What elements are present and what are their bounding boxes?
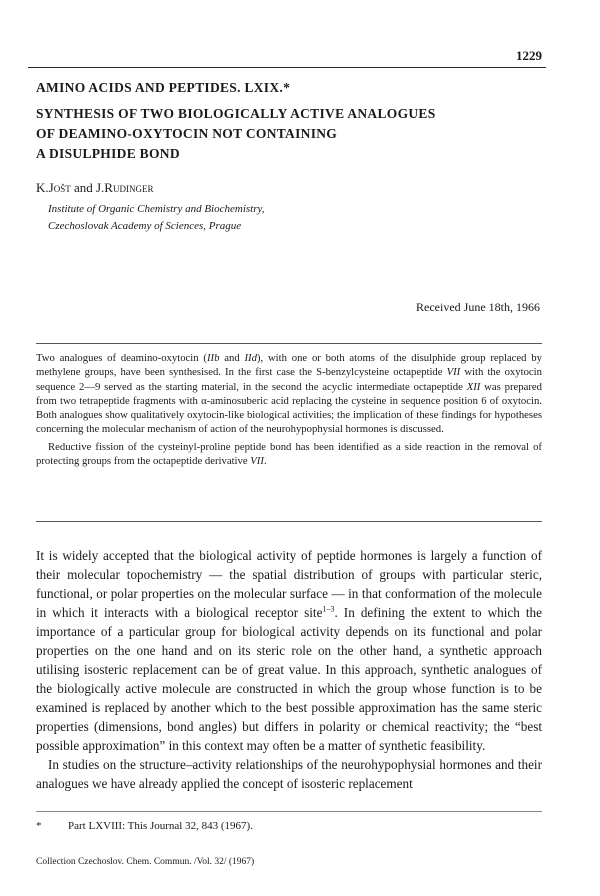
- footnote-text: Part LXVIII: This Journal 32, 843 (1967).: [68, 820, 253, 832]
- abstract-text: .: [263, 455, 267, 468]
- authors: [36, 180, 153, 196]
- received-date: Received June 18th, 1966: [416, 300, 540, 314]
- abstract-text: Reductive fission of the cysteinyl-proline peptide bond has been identified as a side reaction in the removal of protecting groups from the octapeptide derivative: [36, 440, 542, 468]
- series-title: AMINO ACIDS AND PEPTIDES. LXIX.*: [36, 80, 291, 95]
- compound-ref: VII: [446, 366, 461, 379]
- abstract-text: with the oxytocin sequence 2—9 served as the starting material, in the second the acyclic intermediate octapeptide: [36, 366, 542, 393]
- compound-ref: VII: [250, 455, 264, 468]
- compound-ref: IId: [244, 352, 257, 364]
- article-title-line-1: SYNTHESIS OF TWO BIOLOGICALLY ACTIVE ANALOGUES: [36, 106, 436, 121]
- author-1-name: Jošt: [48, 180, 71, 195]
- compound-ref: IIb: [206, 352, 220, 364]
- body-text-run: . In defining the extent to which the importance of a particular group for biological activity depends on its functional and polar properties on the one hand and on its steric role on the other hand, a synthetic approach utilising isosteric replacement can be of great value. In this approach, synthetic analogues of the biologically active molecule are constructed in which the group whose function is to be examined is replaced by another which to the best possible approximation has the same steric properties (dimensions, bond angles) but differs in polarity or chemical reactivity; the “best possible approximation” in this context may often be a matter of synthetic feasibility.: [36, 605, 542, 753]
- affiliation-line-2: Czechoslovak Academy of Sciences, Prague: [48, 220, 242, 232]
- reference-superscript: 1–3: [322, 604, 335, 614]
- abstract-rule-bottom: [36, 521, 542, 522]
- author-conjunction: and: [70, 180, 96, 195]
- page-number: 1229: [516, 48, 542, 63]
- article-title: [36, 104, 436, 164]
- abstract-text: was prepared from two tetrapeptide fragments with α-aminosuberic acid replacing the cysteine in sequence position 6 of oxytocin. Both analogues show qualitatively oxytocin-like biological activities; the implication of these findings for hypotheses concerning the molecular mechanism of action of the neurohypophysial hormones is discussed.: [36, 380, 542, 436]
- abstract-text: and: [219, 352, 245, 364]
- author-2-name: Rudinger: [104, 180, 154, 195]
- article-title-line-2: OF DEAMINO-OXYTOCIN NOT CONTAINING: [36, 126, 338, 141]
- abstract-paragraph-2: [36, 440, 542, 469]
- body-paragraph-1: [36, 546, 542, 755]
- footnote: [36, 820, 253, 832]
- compound-ref: XII: [466, 380, 481, 393]
- abstract: [36, 351, 542, 468]
- affiliation-line-1: Institute of Organic Chemistry and Biochemistry,: [48, 203, 265, 215]
- abstract-rule-top: [36, 343, 542, 344]
- abstract-text: Two analogues of deamino-oxytocin (: [36, 352, 207, 364]
- author-2-initial: J.: [95, 180, 105, 195]
- abstract-paragraph-1: [36, 351, 542, 437]
- article-title-line-3: A DISULPHIDE BOND: [36, 146, 180, 161]
- journal-footer: Collection Czechoslov. Chem. Commun. /Vol. 32/ (1967): [36, 857, 255, 867]
- body-paragraph-2: In studies on the structure–activity relationships of the neurohypophysial hormones and their analogues we have already applied the concept of isosteric replacement: [36, 757, 542, 791]
- body-text-run: It is widely accepted that the biological activity of peptide hormones is largely a function of their molecular topochemistry — the spatial distribution of groups with particular steric, functional, or polar properties on the molecular surface — in that conformation of the molecule in which it interacts with a biological receptor site: [36, 548, 542, 620]
- header-rule: [28, 67, 546, 68]
- author-1-initial: K.: [36, 180, 49, 195]
- footnote-mark: *: [36, 820, 42, 832]
- body-text: [36, 546, 542, 793]
- affiliation: [48, 201, 265, 235]
- abstract-text: ), with one or both atoms of the disulphide group replaced by methylene groups, have been synthesised. In the first case the S-benzylcysteine octapeptide: [36, 352, 542, 379]
- footnote-rule: [36, 811, 542, 812]
